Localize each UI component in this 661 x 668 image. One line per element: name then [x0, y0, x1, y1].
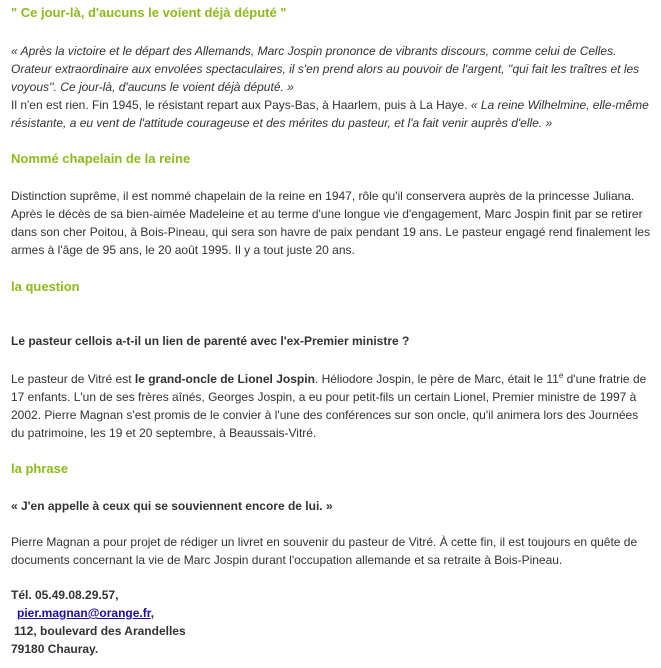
- haye-paragraph: [11, 96, 651, 132]
- section-heading-question: la question: [11, 279, 80, 294]
- chapelain-paragraph: Distinction suprême, il est nommé chapelain de la reine en 1947, rôle qu'il conservera auprès de la princesse Juliana. Après le décès de sa bien-aimée Madeleine et au terme d'une longue vie d'engagement, Marc Jospin finit par se retirer dans son cher Poitou, à Bois-Pineau, qui sera son havre de paix pendant 19 ans. Le pasteur engagé rend finalement les armes à l'âge de 95 ans, le 20 août 1995. Il y a tout juste 20 ans.: [11, 189, 651, 257]
- ordinal-suffix: e: [558, 371, 564, 380]
- contact-email-separator: ,: [150, 606, 155, 620]
- answer-text-start: Le pasteur de Vitré est: [11, 372, 132, 386]
- phrase-quote: « J'en appelle à ceux qui se souviennent encore de lui. »: [11, 499, 333, 513]
- answer-paragraph: [11, 370, 651, 442]
- haye-paragraph-quote: « La reine Wilhelmine, elle-même résistante, a eu vent de l'attitude courageuse et des mérites du pasteur, et l'a fait venir auprès d'elle. »: [11, 98, 649, 130]
- section-heading-phrase: la phrase: [11, 461, 69, 476]
- contact-phone: Tél. 05.49.08.29.57,: [11, 588, 119, 602]
- contact-block: [11, 586, 651, 658]
- section-heading-chapelain: Nommé chapelain de la reine: [11, 151, 191, 166]
- contact-address: 112, boulevard des Arandelles: [14, 624, 186, 638]
- question-text: Le pasteur cellois a-t-il un lien de parenté avec l'ex-Premier ministre ?: [11, 334, 410, 348]
- answer-text-middle: . Héliodore Jospin, le père de Marc, était le 11: [314, 372, 559, 386]
- phrase-paragraph: Pierre Magnan a pour projet de rédiger un livret en souvenir du pasteur de Vitré. À cette fin, il est toujours en quête de documents concernant la vie de Marc Jospin durant l'occupation allemande et sa retraite à Bois-Pineau.: [11, 535, 638, 567]
- haye-paragraph-plain: Il n'en est rien. Fin 1945, le résistant repart aux Pays-Bas, à Haarlem, puis à La Haye.: [11, 98, 468, 112]
- contact-email-link[interactable]: pier.magnan@orange.fr: [17, 606, 151, 620]
- quote-paragraph: « Après la victoire et le départ des Allemands, Marc Jospin prononce de vibrants discours, comme celui de Celles. Orateur extraordinaire aux envolées spectaculaires, il s'en prend alors au pouvoir de l'argent, ''qui fait les traîtres et les voyous''. Ce jour-là, d'aucuns le voient déjà député. »: [11, 44, 640, 94]
- contact-email-line: [11, 604, 651, 622]
- contact-city: 79180 Chauray.: [11, 642, 99, 656]
- section-heading-deja-depute: " Ce jour-là, d'aucuns le voient déjà député ": [11, 5, 287, 20]
- answer-highlight: le grand-oncle de Lionel Jospin: [134, 372, 315, 386]
- answer-text-end: d'une fratrie de 17 enfants. L'un de ses frères aînés, Georges Jospin, a eu pour petit-fils un certain Lionel, Premier ministre de 1997 à 2002. Pierre Magnan s'est promis de le convier à l'une des conférences sur son oncle, qu'il animera lors des Journées du patrimoine, les 19 et 20 septembre, à Beaussais-Vitré.: [11, 372, 647, 440]
